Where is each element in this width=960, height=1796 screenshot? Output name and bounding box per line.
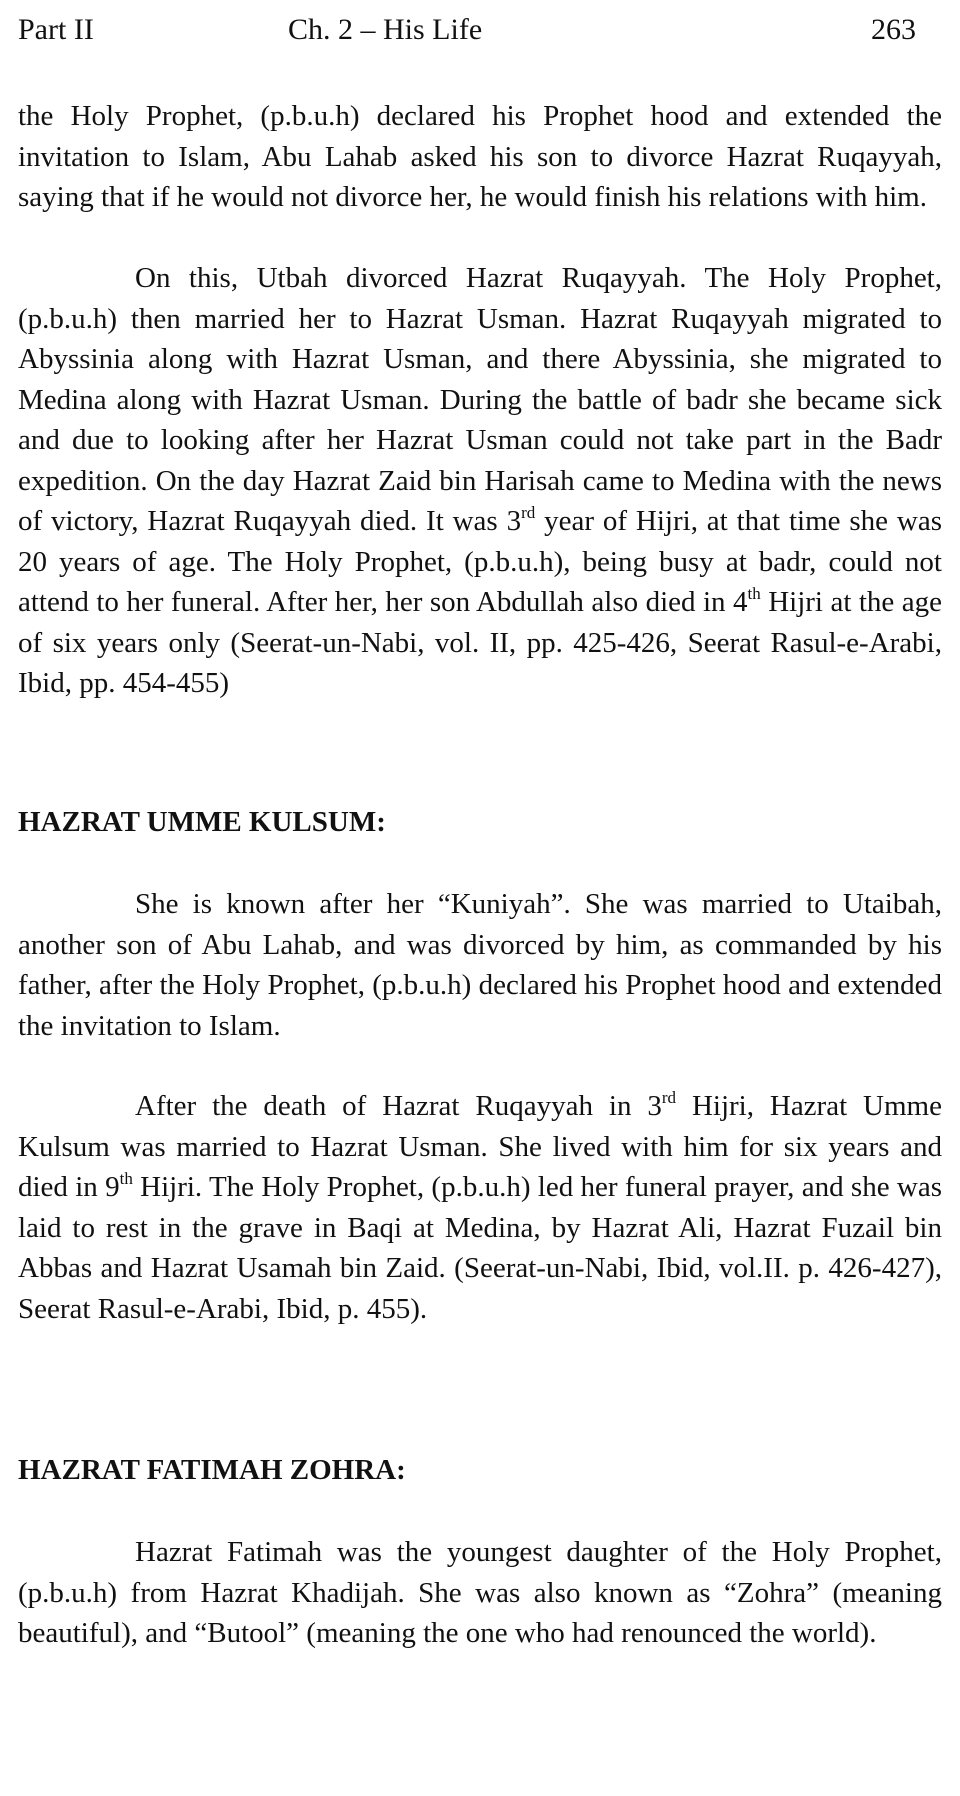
page-number: 263	[871, 13, 916, 46]
running-header	[18, 8, 942, 52]
paragraph-kuniyah: She is known after her “Kuniyah”. She was married to Utaibah, another son of Abu Lahab, and was divorced by him, as commanded by his father, after the Holy Prophet, (p.b.u.h) declared his Prophet hood and extended the invitation to Islam.	[18, 888, 942, 1042]
paragraph-umme-kulsum-marriage	[18, 1086, 942, 1329]
part-label: Part II	[18, 13, 94, 46]
ordinal-suffix: rd	[661, 1088, 677, 1107]
paragraph-fatimah: Hazrat Fatimah was the youngest daughter of the Holy Prophet, (p.b.u.h) from Hazrat Khadijah. She was also known as “Zohra” (meaning beautiful), and “Butool” (meaning the one who had renounced the world).	[18, 1536, 942, 1649]
ordinal-suffix: th	[747, 584, 761, 603]
paragraph-text: year of Hijri, at that time she was 20 years of age. The Holy Prophet, (p.b.u.h), being busy at badr, could not attend to her funeral. After her, her son Abdullah also died in 4	[18, 505, 942, 618]
paragraph-ruqayyah	[18, 258, 942, 704]
chapter-title: Ch. 2 – His Life	[288, 13, 483, 46]
paragraph-text: After the death of Hazrat Ruqayyah in 3	[135, 1090, 662, 1122]
paragraph-text: Hijri. The Holy Prophet, (p.b.u.h) led her funeral prayer, and she was laid to rest in the grave in Baqi at Medina, by Hazrat Ali, Hazrat Fuzail bin Abbas and Hazrat Usamah bin Zaid. (Seerat-un-Nabi, Ibid, vol.II. p. 426-427), Seerat Rasul-e-Arabi, Ibid, p. 455).	[18, 1171, 942, 1325]
ordinal-suffix: th	[119, 1169, 133, 1188]
section-heading-fatimah-zohra: HAZRAT FATIMAH ZOHRA:	[18, 1454, 406, 1486]
section-heading-umme-kulsum: HAZRAT UMME KULSUM:	[18, 806, 386, 838]
paragraph-text: On this, Utbah divorced Hazrat Ruqayyah. The Holy Prophet, (p.b.u.h) then married her to Hazrat Usman. Hazrat Ruqayyah migrated to Abyssinia along with Hazrat Usman, and there Abyssinia, she migrated to Medina along with Hazrat Usman. During the battle of badr she became sick and due to looking after her Hazrat Usman could not take part in the Badr expedition. On the day Hazrat Zaid bin Harisah came to Medina with the news of victory, Hazrat Ruqayyah died. It was 3	[18, 262, 942, 537]
ordinal-suffix: rd	[521, 503, 536, 522]
paragraph-text: Hijri at the age of six years only (Seerat-un-Nabi, vol. II, pp. 425-426, Seerat Rasul-e-Arabi, Ibid, pp. 454-455)	[18, 586, 943, 699]
paragraph-continuation: the Holy Prophet, (p.b.u.h) declared his Prophet hood and extended the invitation to Islam, Abu Lahab asked his son to divorce Hazrat Ruqayyah, saying that if he would not divorce her, he would finish his relations with him.	[18, 100, 942, 213]
paragraph-text: Hijri, Hazrat Umme Kulsum was married to Hazrat Usman. She lived with him for six years and died in 9	[18, 1090, 942, 1203]
